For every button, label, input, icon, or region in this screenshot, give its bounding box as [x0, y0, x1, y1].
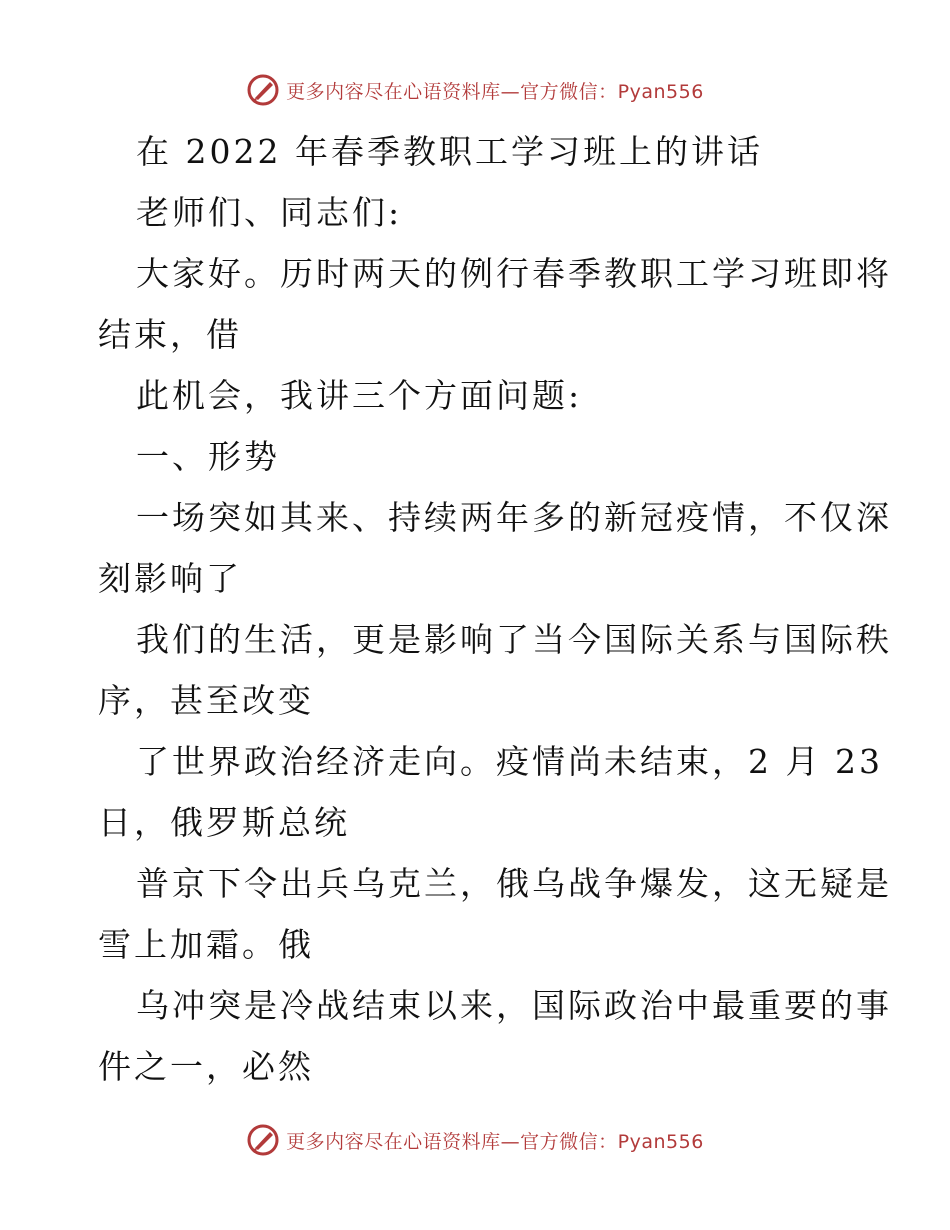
- paragraph-line: 一场突如其来、持续两年多的新冠疫情，不仅深: [136, 498, 892, 537]
- header-banner: [0, 72, 950, 108]
- pen-logo-icon: [246, 1123, 280, 1157]
- paragraph-line: 普京下令出兵乌克兰，俄乌战争爆发，这无疑是: [136, 864, 892, 903]
- paragraph-line: 了世界政治经济走向。疫情尚未结束，2 月 23: [136, 742, 883, 781]
- footer-banner: [0, 1122, 950, 1158]
- paragraph-line: 大家好。历时两天的例行春季教职工学习班即将: [136, 254, 892, 293]
- document-title: 在 2022 年春季教职工学习班上的讲话: [136, 132, 763, 171]
- section-heading: 一、形势: [136, 437, 280, 476]
- paragraph-line: 乌冲突是冷战结束以来，国际政治中最重要的事: [136, 986, 892, 1025]
- paragraph-line: 刻影响了: [98, 559, 242, 598]
- paragraph-line: 件之一，必然: [98, 1047, 314, 1086]
- header-banner-text: 更多内容尽在心语资料库—官方微信：Pyan556: [286, 80, 704, 103]
- salutation: 老师们、同志们:: [136, 193, 403, 232]
- paragraph-line: 日，俄罗斯总统: [98, 803, 350, 842]
- footer-banner-text: 更多内容尽在心语资料库—官方微信：Pyan556: [286, 1130, 704, 1153]
- paragraph-line: 雪上加霜。俄: [98, 925, 314, 964]
- paragraph-line: 结束，借: [98, 315, 242, 354]
- paragraph-line: 我们的生活，更是影响了当今国际关系与国际秩: [136, 620, 892, 659]
- pen-logo-icon: [246, 73, 280, 107]
- paragraph-line: 序，甚至改变: [98, 681, 314, 720]
- paragraph-line: 此机会，我讲三个方面问题:: [136, 376, 583, 415]
- document-body: [98, 121, 892, 1097]
